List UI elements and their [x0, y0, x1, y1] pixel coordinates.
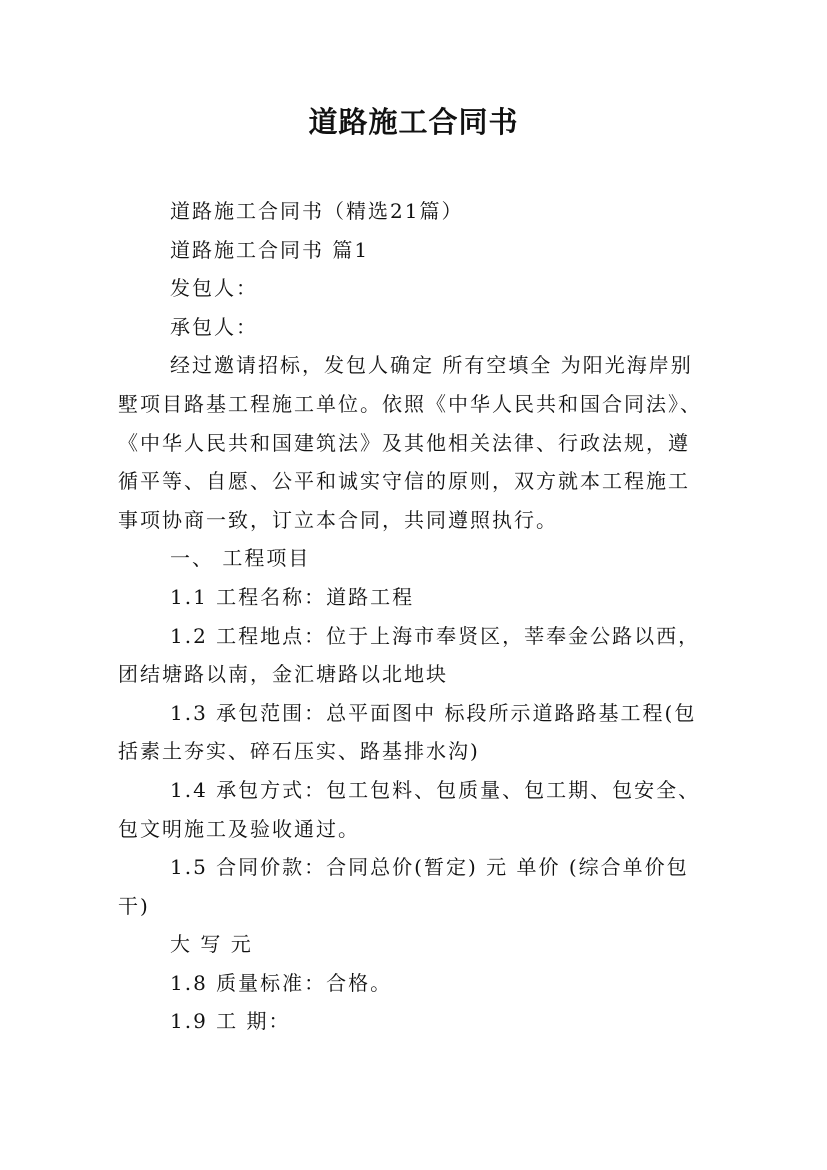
contractor-line: 承包人： [170, 314, 258, 339]
paragraph-line: 墅项目路基工程施工单位。依照《中华人民共和国合同法》、 [118, 391, 702, 416]
document-body [118, 192, 718, 1041]
clause-line: 1.3 承包范围：总平面图中 标段所示道路路基工程(包 [170, 700, 697, 725]
paragraph-line: 事项协商一致，订立本合同，共同遵照执行。 [118, 507, 558, 532]
clause-line: 大 写 元 [170, 932, 253, 957]
paragraph-line: 循平等、自愿、公平和诚实守信的原则，双方就本工程施工 [118, 469, 690, 494]
employer-line: 发包人： [170, 276, 258, 301]
paragraph-line: 《中华人民共和国建筑法》及其他相关法律、行政法规，遵 [118, 430, 690, 455]
document-title: 道路施工合同书 [308, 105, 519, 139]
clause-line: 1.2 工程地点：位于上海市奉贤区，莘奉金公路以西， [170, 623, 701, 648]
clause-line: 1.9 工 期： [170, 1009, 291, 1034]
clause-line: 包文明施工及验收通过。 [118, 816, 360, 841]
clause-line: 1.1 工程名称：道路工程 [170, 584, 415, 609]
clause-line: 1.5 合同价款：合同总价(暂定) 元 单价 (综合单价包 [170, 855, 689, 880]
paragraph-line: 经过邀请招标，发包人确定 所有空填全 为阳光海岸别 [170, 353, 693, 378]
clause-line: 1.4 承包方式：包工包料、包质量、包工期、包安全、 [170, 777, 701, 802]
clause-line: 1.8 质量标准：合格。 [170, 970, 393, 995]
clause-line: 干) [118, 893, 150, 918]
clause-heading: 一、 工程项目 [170, 546, 311, 571]
clause-line: 括素土夯实、碎石压实、路基排水沟) [118, 739, 480, 764]
section-heading: 道路施工合同书 篇1 [170, 237, 370, 262]
subtitle-line: 道路施工合同书（精选21篇） [170, 199, 464, 223]
clause-line: 团结塘路以南，金汇塘路以北地块 [118, 662, 448, 687]
